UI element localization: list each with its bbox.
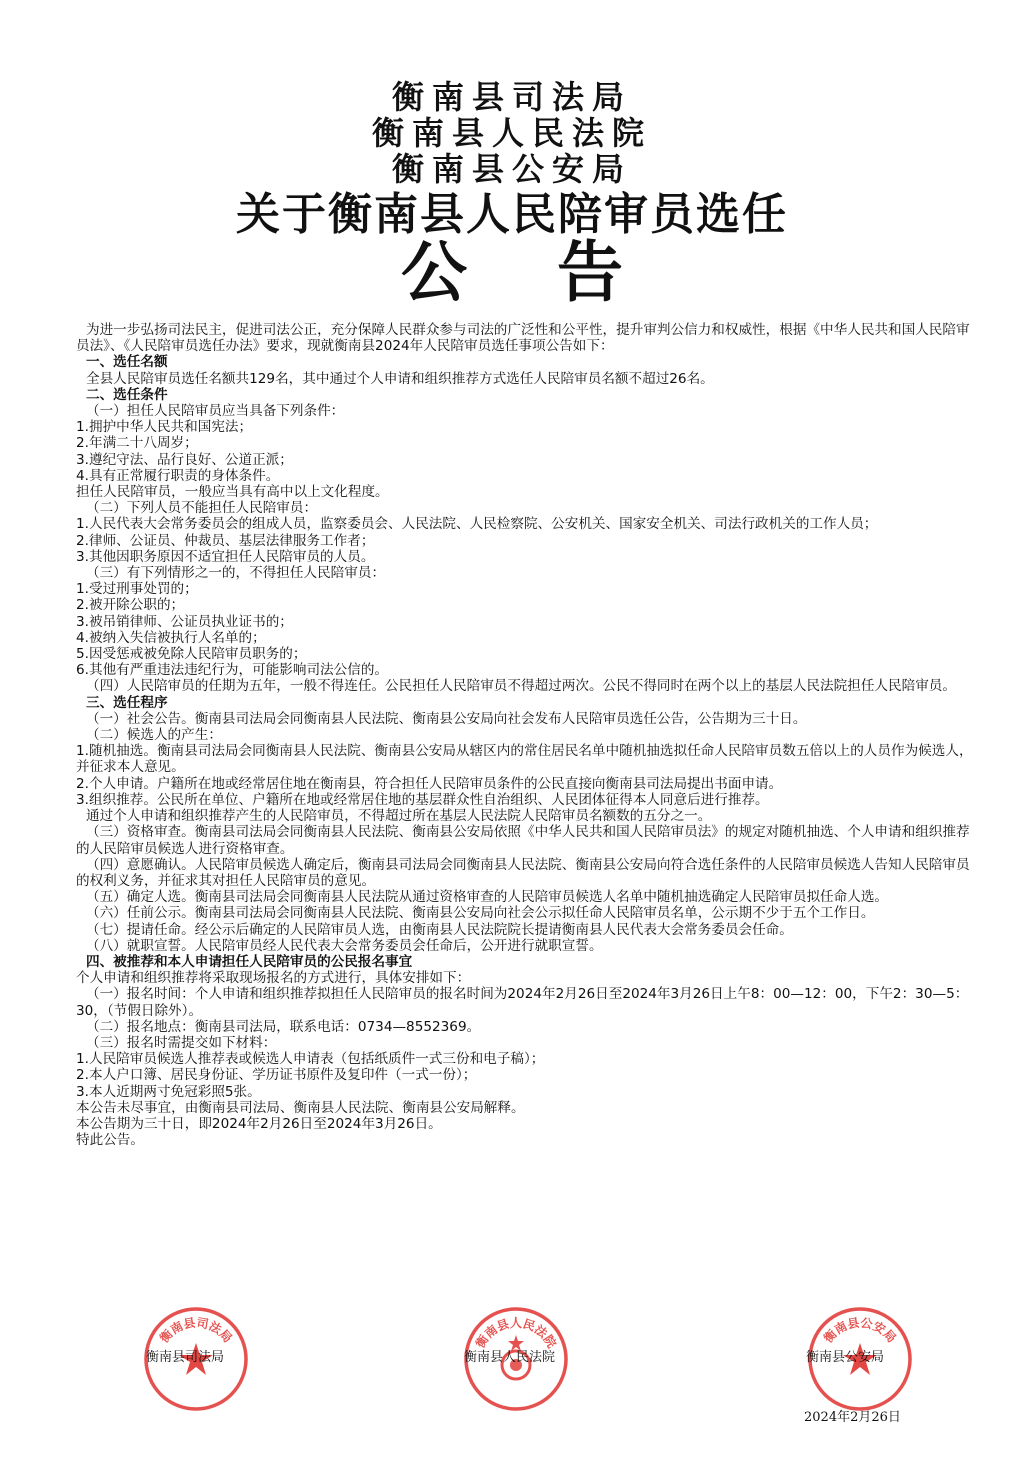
- section-3-title: 三、选任程序: [86, 694, 168, 711]
- notice-type: 公告: [401, 234, 713, 311]
- section-3-item-h: （八）就职宣誓。人民陪审员经人民代表大会常务委员会任命后，公开进行就职宣誓。: [86, 937, 603, 954]
- section-4-c-3: 3.本人近期两寸免冠彩照5张。: [76, 1083, 261, 1100]
- notice-body: [76, 322, 976, 1148]
- svg-text:衡南县公安局: [820, 1316, 899, 1346]
- section-2-c-1: 1.受过刑事处罚的；: [76, 581, 198, 598]
- section-2-item-c: （三）有下列情形之一的，不得担任人民陪审员：: [86, 565, 386, 582]
- section-3-item-c: （三）资格审查。衡南县司法局会同衡南县人民法院、衡南县公安局依照《中华人民共和国人民陪审员法》的规定对随机抽选、个人申请和组织推荐的人民陪审员候选人进行资格审查。: [76, 824, 970, 857]
- section-3-item-d: （四）意愿确认。人民陪审员候选人确定后，衡南县司法局会同衡南县人民法院、衡南县公安局向符合选任条件的人民陪审员候选人告知人民陪审员的权利义务，并征求其对担任人民陪审员的意见。: [76, 856, 970, 889]
- svg-text:衡南县司法局: [156, 1316, 235, 1346]
- section-3-item-f: （六）任前公示。衡南县司法局会同衡南县人民法院、衡南县公安局向社会公示拟任命人民陪审员名单，公示期不少于五个工作日。: [86, 905, 875, 922]
- justice-bureau-name: 衡南县司法局: [146, 1350, 225, 1365]
- section-2-title: 二、选任条件: [86, 386, 168, 403]
- section-4-item-c: （三）报名时需提交如下材料：: [86, 1034, 277, 1051]
- section-2-b-3: 3.其他因职务原因不适宜担任人民陪审员的人员。: [76, 548, 375, 565]
- police-bureau-name: 衡南县公安局: [806, 1350, 885, 1365]
- intro-paragraph: 为进一步弘扬司法民主，促进司法公正，充分保障人民群众参与司法的广泛性和公平性，提升审判公信力和权威性，根据《中华人民共和国人民陪审员法》、《人民陪审员选任办法》要求，现就衡南县2024年人民陪审员选任事项公告如下：: [76, 322, 970, 355]
- section-4-c-2: 2.本人户口簿、居民身份证、学历证书原件及复印件（一式一份）；: [76, 1067, 477, 1084]
- section-2-item-b: （二）下列人员不能担任人民陪审员：: [86, 500, 318, 517]
- section-3-item-a: （一）社会公告。衡南县司法局会同衡南县人民法院、衡南县公安局向社会发布人民陪审员选任公告，公告期为三十日。: [86, 710, 807, 727]
- section-2-a-4: 4.具有正常履行职责的身体条件。: [76, 467, 280, 484]
- closing-period: 本公告期为三十日，即2024年2月26日至2024年3月26日。: [76, 1115, 442, 1132]
- section-1-text: 全县人民陪审员选任名额共129名，其中通过个人申请和组织推荐方式选任人民陪审员名额不超过26名。: [86, 370, 714, 387]
- section-3-b-4: 通过个人申请和组织推荐产生的人民陪审员，不得超过所在基层人民法院人民陪审员名额数的五分之一。: [86, 808, 712, 825]
- issuer-police-bureau: 衡南县公安局: [391, 150, 632, 188]
- section-2-item-a: （一）担任人民陪审员应当具备下列条件：: [86, 403, 345, 420]
- section-3-item-e: （五）确定人选。衡南县司法局会同衡南县人民法院从通过资格审查的人民陪审员候选人名单中随机抽选确定人民陪审员拟任命人选。: [86, 889, 889, 906]
- issue-date: 2024年2月26日: [804, 1410, 901, 1425]
- section-4-c-1: 1.人民陪审员候选人推荐表或候选人申请表（包括纸质件一式三份和电子稿）；: [76, 1051, 545, 1068]
- section-2-c-6: 6.其他有严重违法违纪行为，可能影响司法公信的。: [76, 662, 389, 679]
- section-2-b-1: 1.人民代表大会常务委员会的组成人员，监察委员会、人民法院、人民检察院、公安机关、国家安全机关、司法行政机关的工作人员；: [76, 516, 878, 533]
- section-2-a-1: 1.拥护中华人民共和国宪法；: [76, 419, 253, 436]
- notice-subject: 关于衡南县人民陪审员选任: [236, 189, 788, 240]
- section-2-b-2: 2.律师、公证员、仲裁员、基层法律服务工作者；: [76, 532, 375, 549]
- section-2-item-d: （四）人民陪审员的任期为五年，一般不得连任。公民担任人民陪审员不得超过两次。公民不得同时在两个以上的基层人民法院担任人民陪审员。: [86, 678, 956, 695]
- issuer-justice-bureau: 衡南县司法局: [391, 78, 632, 116]
- section-3-item-g: （七）提请任命。经公示后确定的人民陪审员人选，由衡南县人民法院院长提请衡南县人民代表大会常务委员会任命。: [86, 921, 793, 938]
- section-3-item-b: （二）候选人的产生：: [86, 727, 222, 744]
- section-3-b-1: 1.随机抽选。衡南县司法局会同衡南县人民法院、衡南县公安局从辖区内的常住居民名单中随机抽选拟任命人民陪审员数五倍以上的人员作为候选人，并征求本人意见。: [76, 743, 973, 776]
- section-2-a-2: 2.年满二十八周岁；: [76, 435, 198, 452]
- section-4-item-a: （一）报名时间：个人申请和组织推荐拟担任人民陪审员的报名时间为2024年2月26日至2024年3月26日上午8：00—12：00，下午2：30—5：30，（节假日除外）。: [76, 986, 969, 1019]
- issuer-court: 衡南县人民法院: [371, 114, 652, 152]
- closing-explanation: 本公告未尽事宜，由衡南县司法局、衡南县人民法院、衡南县公安局解释。: [76, 1099, 525, 1116]
- closing-statement: 特此公告。: [76, 1132, 144, 1149]
- section-2-c-2: 2.被开除公职的；: [76, 597, 185, 614]
- section-3-b-2: 2.个人申请。户籍所在地或经常居住地在衡南县，符合担任人民陪审员条件的公民直接向衡南县司法局提出书面申请。: [76, 775, 783, 792]
- section-2-c-3: 3.被吊销律师、公证员执业证书的；: [76, 613, 293, 630]
- section-4-intro: 个人申请和组织推荐将采取现场报名的方式进行，具体安排如下：: [76, 970, 471, 987]
- section-2-c-5: 5.因受惩戒被免除人民陪审员职务的；: [76, 646, 307, 663]
- court-seal-text: 衡南县人民法院: [473, 1316, 559, 1351]
- section-2-c-4: 4.被纳入失信被执行人名单的；: [76, 629, 266, 646]
- section-2-a-5: 担任人民陪审员，一般应当具有高中以上文化程度。: [76, 484, 389, 501]
- justice-seal-text: 衡南县司法局: [157, 1315, 235, 1346]
- section-4-title: 四、被推荐和本人申请担任人民陪审员的公民报名事宜: [86, 953, 413, 970]
- police-seal-text: 衡南县公安局: [821, 1315, 899, 1346]
- section-1-title: 一、选任名额: [86, 354, 168, 371]
- court-name: 衡南县人民法院: [464, 1350, 556, 1365]
- section-3-b-3: 3.组织推荐。公民所在单位、户籍所在地或经常居住地的基层群众性自治组织、人民团体征得本人同意后进行推荐。: [76, 791, 769, 808]
- section-2-a-3: 3.遵纪守法、品行良好、公道正派；: [76, 451, 293, 468]
- section-4-item-b: （二）报名地点：衡南县司法局，联系电话：0734—8552369。: [86, 1018, 481, 1035]
